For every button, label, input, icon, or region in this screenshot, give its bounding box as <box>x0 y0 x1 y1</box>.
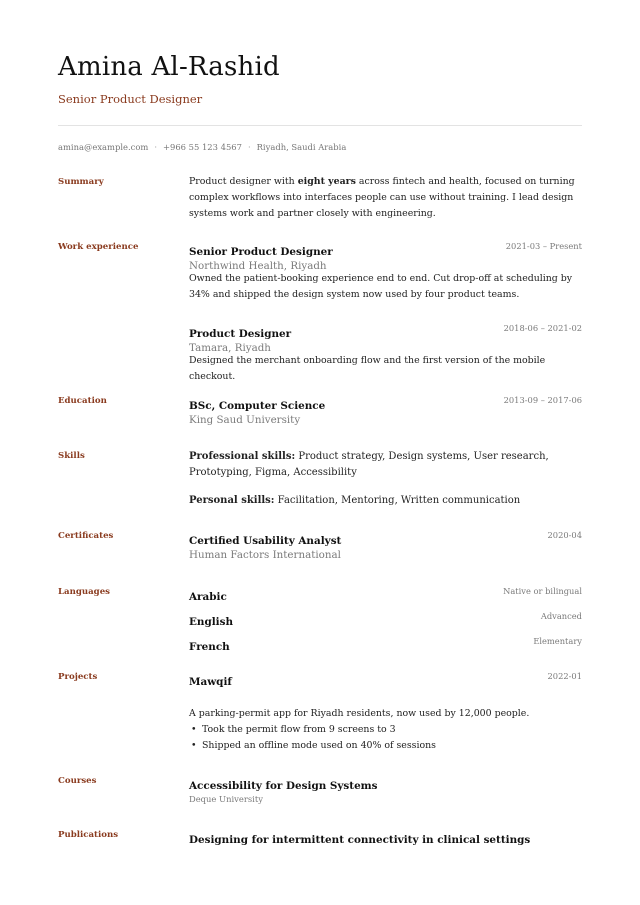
contact-separator: · <box>154 142 157 152</box>
contact-line <box>58 142 346 152</box>
project-description: A parking-permit app for Riyadh residents, now used by 12,000 people. <box>189 708 530 719</box>
school-name: King Saud University <box>189 414 301 426</box>
language-name: English <box>189 616 234 628</box>
certificate-date: 2020-04 <box>547 530 582 540</box>
section-label-projects: Projects <box>58 672 98 682</box>
contact-separator: · <box>247 142 251 152</box>
list-item: • Shipped an offline mode used on 40% of sessions <box>189 738 582 754</box>
project-title: Mawqif <box>189 676 232 688</box>
education-date: 2013-09 – 2017-06 <box>503 395 582 405</box>
summary-emphasis: eight years <box>297 176 356 187</box>
certificate-title: Certified Usability Analyst <box>189 535 342 547</box>
professional-skills <box>189 449 582 481</box>
personal-skills-label: Personal skills: <box>189 495 275 506</box>
summary-rest: across fintech and health, focused on turning complex workflows into interfaces people can use without training. I lead design systems work and partner closely with engineering. <box>189 176 575 219</box>
section-label-experience: Work experience <box>58 242 139 252</box>
languages-section <box>189 585 582 660</box>
section-label-summary: Summary <box>58 177 104 187</box>
phone-link[interactable]: +966 55 123 4567 <box>163 142 242 152</box>
course-item <box>189 774 582 804</box>
job-description: Owned the patient-booking experience end to end. Cut drop-off at scheduling by 34% and shipped the design system now used by four product teams. <box>189 273 573 300</box>
language-row <box>189 635 582 660</box>
job-title: Product Designer <box>189 328 292 340</box>
personal-skills <box>189 493 582 509</box>
language-name: French <box>189 641 230 653</box>
section-label-certificates: Certificates <box>58 531 114 541</box>
publication-title: Designing for intermittent connectivity in clinical settings <box>189 834 531 846</box>
email-link[interactable]: amina@example.com <box>58 142 149 152</box>
section-label-education: Education <box>58 396 107 406</box>
job-company: Northwind Health, Riyadh <box>189 260 327 272</box>
professional-skills-label: Professional skills: <box>189 451 296 462</box>
certificate-item <box>189 529 582 561</box>
course-title: Accessibility for Design Systems <box>189 780 378 792</box>
job-title: Senior Product Designer <box>189 246 333 258</box>
summary-section <box>189 174 582 222</box>
project-bullets <box>189 722 582 754</box>
job-description: Designed the merchant onboarding flow and the first version of the mobile checkout. <box>189 355 546 382</box>
job-company: Tamara, Riyadh <box>189 342 271 354</box>
language-name: Arabic <box>189 591 227 603</box>
project-date: 2022-01 <box>547 671 582 681</box>
location-text: Riyadh, Saudi Arabia <box>256 142 347 152</box>
language-level: Advanced <box>540 611 582 621</box>
section-label-courses: Courses <box>58 776 97 786</box>
course-provider: Deque University <box>189 794 263 804</box>
language-row <box>189 585 582 610</box>
certificate-issuer: Human Factors International <box>189 549 341 561</box>
job-date: 2021-03 – Present <box>505 241 582 251</box>
professional-skills-list: Product strategy, Design systems, User research, Prototyping, Figma, Accessibility <box>189 451 549 478</box>
section-label-skills: Skills <box>58 451 85 461</box>
summary-text <box>189 174 582 222</box>
candidate-role: Senior Product Designer <box>58 92 203 106</box>
language-level: Native or bilingual <box>503 586 582 596</box>
personal-skills-list: Facilitation, Mentoring, Written communication <box>274 495 521 506</box>
degree-title: BSc, Computer Science <box>189 400 326 412</box>
candidate-name: Amina Al-Rashid <box>58 52 280 82</box>
project-item <box>189 670 582 754</box>
summary-lead: Product designer with <box>189 176 298 187</box>
job-date: 2018-06 – 2021-02 <box>503 323 582 333</box>
experience-item <box>189 240 582 303</box>
publication-item <box>189 828 582 846</box>
list-item: • Took the permit flow from 9 screens to 3 <box>189 722 582 738</box>
experience-item <box>189 322 582 385</box>
header-divider <box>58 125 582 126</box>
section-label-languages: Languages <box>58 587 110 597</box>
education-item <box>189 394 582 426</box>
skills-section <box>189 449 582 509</box>
language-row <box>189 610 582 635</box>
language-level: Elementary <box>533 636 582 646</box>
section-label-publications: Publications <box>58 830 119 840</box>
